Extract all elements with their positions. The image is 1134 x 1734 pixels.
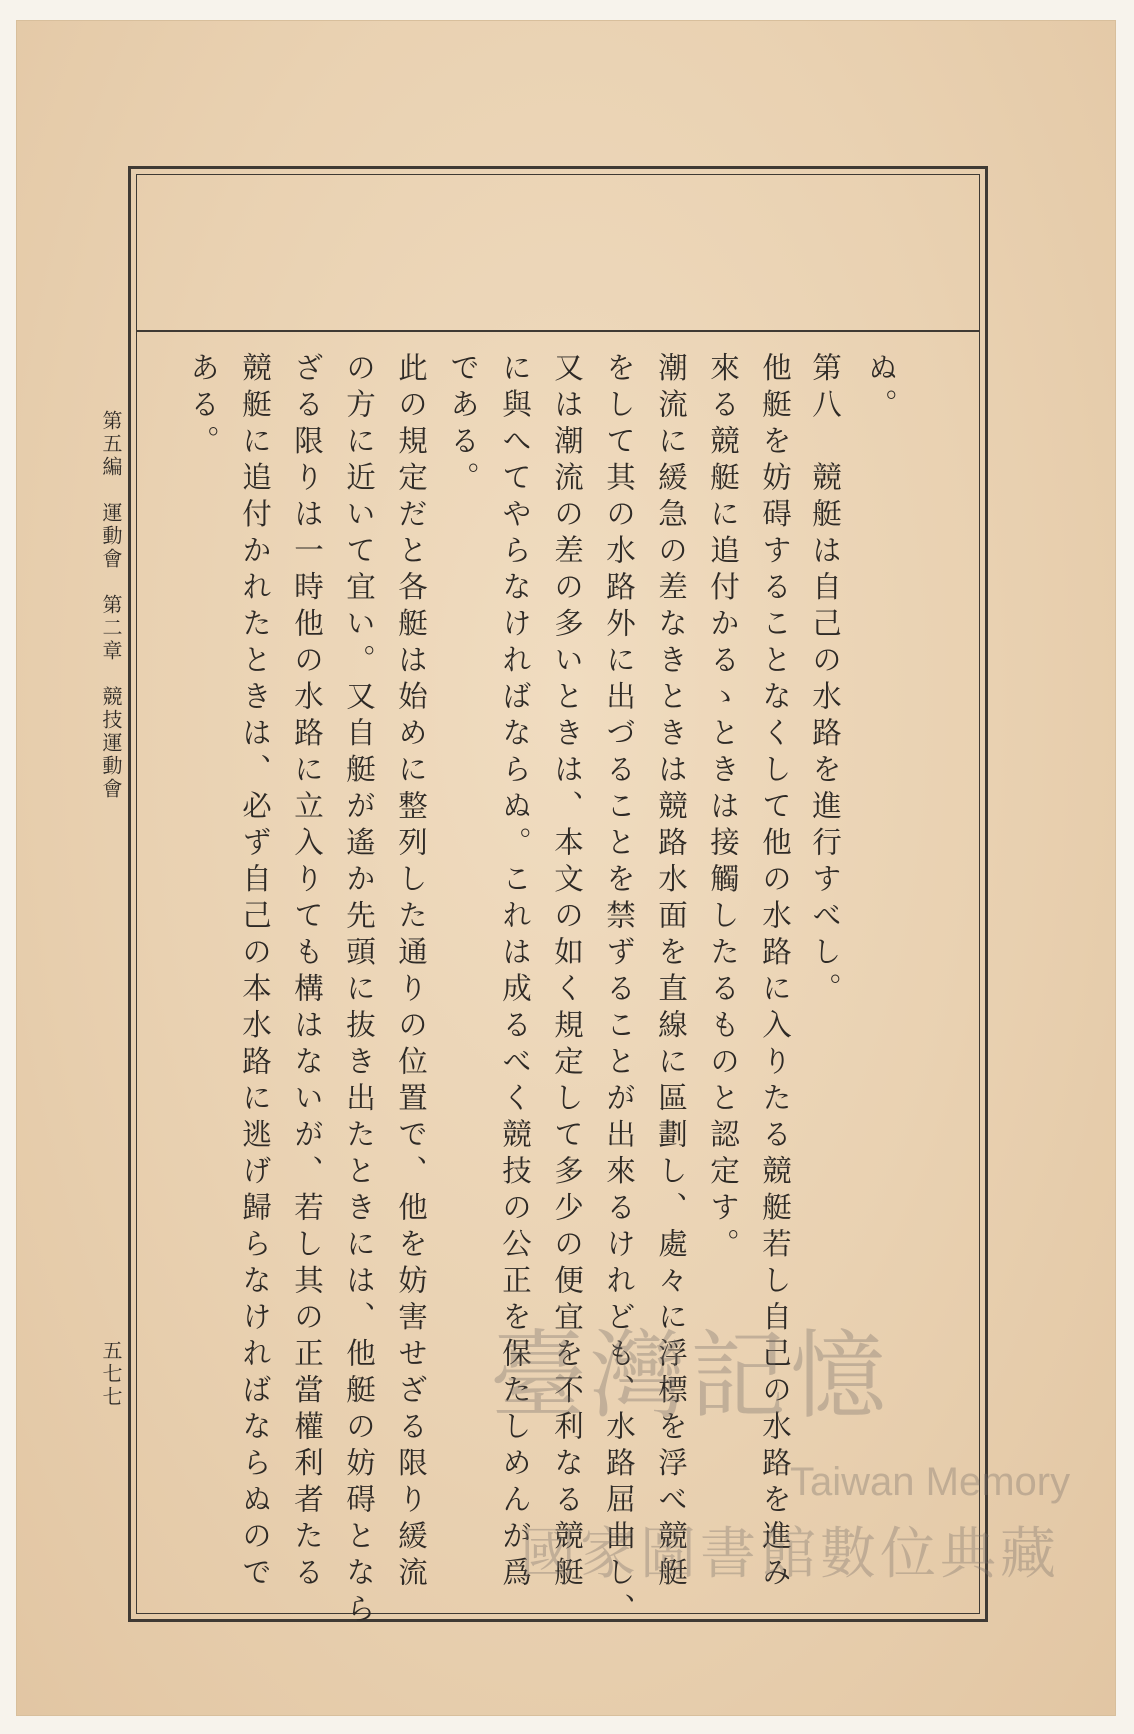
body-line-6: をして其の水路外に出づることを禁ずることが出來るけれども、水路屈曲し、 — [602, 352, 636, 1630]
body-line-14: ある。 — [186, 352, 220, 462]
running-head: 第五編 運動會 第二章 競技運動會 — [99, 410, 123, 801]
body-line-1: ぬ。 — [864, 352, 898, 425]
body-line-7: 又は潮流の差の多いときは、本文の如く規定して多少の便宜を不利なる競艇 — [550, 352, 584, 1593]
watermark-library: 國家圖書館數位典藏 — [520, 1522, 1060, 1585]
page-number: 五七七 — [99, 1340, 123, 1409]
watermark-logo-text: 臺灣記憶 — [490, 1320, 890, 1432]
watermark-english: Taiwan Memory — [790, 1460, 1071, 1504]
header-rule — [136, 330, 980, 332]
body-line-10: 此の規定だと各艇は始めに整列した通りの位置で、他を妨害せざる限り緩流 — [394, 352, 428, 1593]
body-line-5: 潮流に緩急の差なきときは競路水面を直線に區劃し、處々に浮標を浮べ競艇 — [654, 352, 688, 1593]
body-line-11: の方に近いて宜い。又自艇が遙か先頭に抜き出たときには、他艇の妨碍となら — [342, 352, 376, 1630]
body-line-9: である。 — [446, 352, 480, 498]
body-line-13: 競艇に追付かれたときは、必ず自己の本水路に逃げ歸らなければならぬので — [238, 352, 272, 1593]
body-line-4: 來る競艇に追付かるゝときは接觸したるものと認定す。 — [706, 352, 740, 1265]
body-line-8: に與へてやらなければならぬ。これは成るべく競技の公正を保たしめんが爲 — [498, 352, 532, 1593]
body-line-3: 他艇を妨碍することなくして他の水路に入りたる競艇若し自己の水路を進み — [758, 352, 792, 1593]
body-line-12: ざる限りは一時他の水路に立入りても構はないが、若し其の正當權利者たる — [290, 352, 324, 1593]
body-line-2: 第八 競艇は自己の水路を進行すべし。 — [808, 352, 842, 1009]
